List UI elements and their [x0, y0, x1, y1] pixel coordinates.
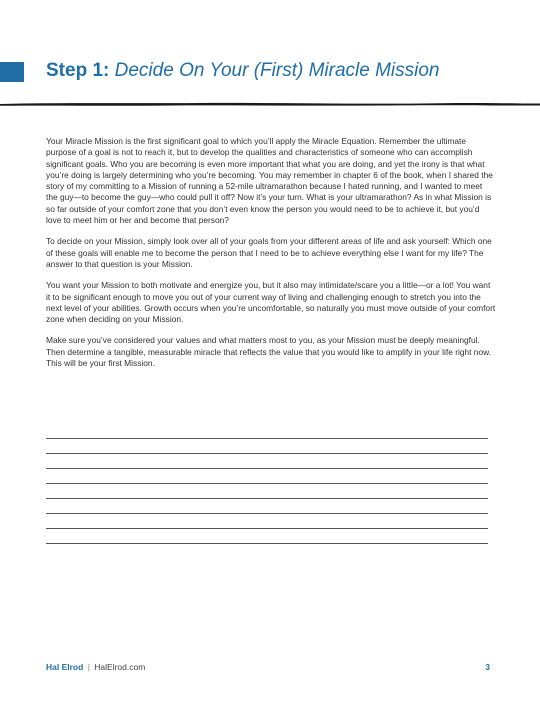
paragraph: To decide on your Mission, simply look over all of your goals from your different areas of life and ask yourself: Which one of these goals will enable me to become the person that I need to be to achieve everything else I want for my life? The answer to that question is your Mission. — [46, 236, 492, 269]
page-footer — [46, 662, 490, 672]
writing-line[interactable] — [46, 514, 488, 529]
accent-bar — [0, 62, 24, 82]
footer-separator: | — [87, 662, 90, 672]
writing-line[interactable] — [46, 499, 488, 514]
brush-stroke-divider — [0, 99, 540, 109]
section-title: Decide On Your (First) Miracle Mission — [114, 60, 440, 81]
section-heading — [46, 58, 440, 84]
paragraph: Your Miracle Mission is the first significant goal to which you’ll apply the Miracle Equation. Remember the ultimate purpose of a goal is not to reach it, but to develop the qualities and characteristics of someone who can accomplish significant goals. Who you are becoming is even more important that what you are doing, and yet the irony is that what you’re doing is largely determining who you’re becoming. You may remember in chapter 6 of the book, when I shared the story of my committing to a Mission of running a 52-mile ultramarathon because I hated running, and I wanted to meet the guy—to become the guy—who could pull it off? Now it’s your turn. What is your ultramarathon? As in what Mission is so far outside of your comfort zone that you don’t even know the person you would need to be to achieve it, but you’d love to meet him or her and become that person? — [46, 136, 493, 226]
writing-line[interactable] — [46, 439, 488, 454]
writing-line[interactable] — [46, 529, 488, 544]
paragraph: Make sure you’ve considered your values and what matters most to you, as your Mission must be deeply meaningful. Then determine a tangible, measurable miracle that reflects the value that you would like to amplify in your life right now. This will be your first Mission. — [46, 335, 492, 369]
writing-lines[interactable] — [46, 424, 488, 544]
writing-line[interactable] — [46, 454, 488, 469]
writing-line[interactable] — [46, 424, 488, 439]
writing-line[interactable] — [46, 469, 488, 484]
body-text — [46, 136, 496, 379]
paragraph: You want your Mission to both motivate and energize you, but it also may intimidate/scare you a little—or a lot! You want it to be significant enough to move you out of your current way of living and challenging enough to stretch you into the next level of your abilities. Growth occurs when you’re uncomfortable, so naturally you must move outside of your comfort zone when deciding on your Mission. — [46, 280, 496, 325]
footer-site: HalElrod.com — [94, 662, 146, 672]
writing-line[interactable] — [46, 484, 488, 499]
step-label: Step 1: — [46, 60, 110, 81]
page-number: 3 — [485, 662, 490, 672]
footer-author: Hal Elrod — [46, 662, 84, 672]
